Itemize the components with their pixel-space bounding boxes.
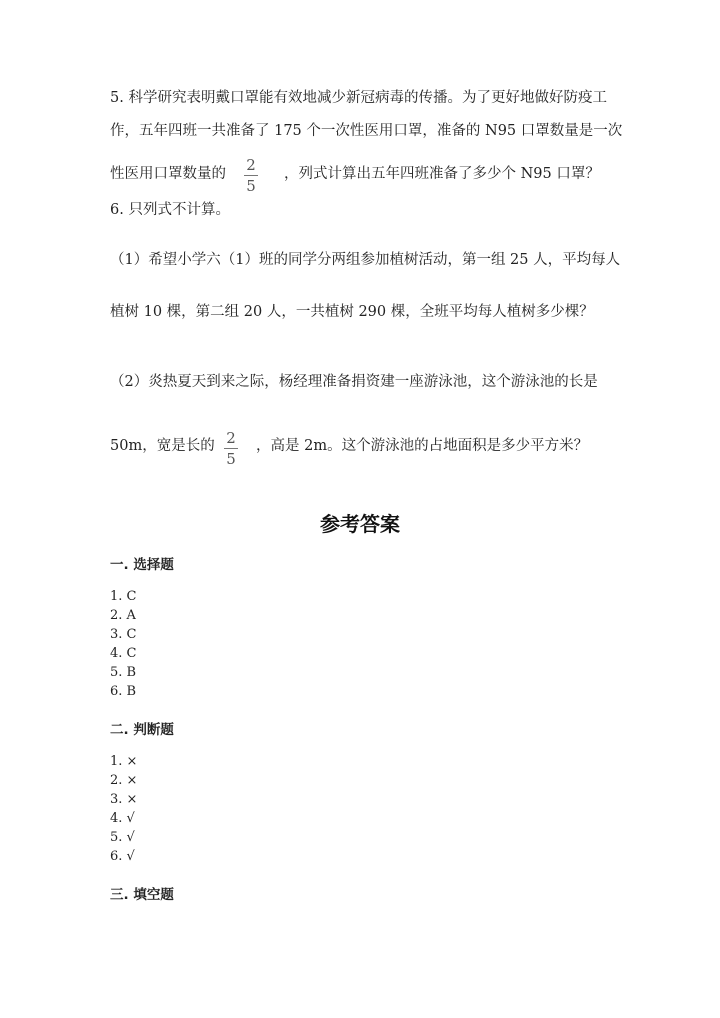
q6-part2-line-1: （2）炎热夏天到来之际，杨经理准备捐资建一座游泳池，这个游泳池的长是 bbox=[110, 374, 598, 390]
choice-answer-2: 2. A bbox=[110, 608, 136, 623]
judgment-answer-4: 4. √ bbox=[110, 811, 135, 826]
q6-part2-line-2-after: ，高是 2m。这个游泳池的占地面积是多少平方米？ bbox=[256, 438, 589, 454]
judgment-answer-3: 3. × bbox=[110, 792, 138, 807]
section-choice-title: 一. 选择题 bbox=[110, 557, 174, 573]
choice-answer-6: 6. B bbox=[110, 684, 137, 699]
judgment-answer-6: 6. √ bbox=[110, 849, 135, 864]
choice-answer-4: 4. C bbox=[110, 646, 137, 661]
section-judgment-title: 二. 判断题 bbox=[110, 722, 174, 738]
q6-fraction-denominator: 5 bbox=[226, 450, 236, 468]
judgment-answer-2: 2. × bbox=[110, 773, 138, 788]
choice-answer-5: 5. B bbox=[110, 665, 137, 680]
fraction-bar bbox=[224, 448, 238, 449]
choice-answer-3: 3. C bbox=[110, 627, 137, 642]
judgment-answer-5: 5. √ bbox=[110, 830, 135, 845]
answers-heading: 参考答案 bbox=[320, 512, 400, 536]
fraction-bar bbox=[244, 175, 258, 176]
q5-fraction-denominator: 5 bbox=[246, 177, 256, 195]
q5-line-1: 5. 科学研究表明戴口罩能有效地减少新冠病毒的传播。为了更好地做好防疫工 bbox=[110, 90, 607, 106]
q6-part1-line-2: 植树 10 棵，第二组 20 人，一共植树 290 棵，全班平均每人植树多少棵？ bbox=[110, 304, 594, 320]
q6-fraction bbox=[222, 430, 240, 468]
q5-line-2: 作，五年四班一共准备了 175 个一次性医用口罩，准备的 N95 口罩数量是一次 bbox=[110, 123, 623, 139]
choice-answer-1: 1. C bbox=[110, 589, 137, 604]
q5-fraction bbox=[242, 157, 260, 195]
q5-fraction-numerator: 2 bbox=[246, 156, 256, 174]
q6-fraction-numerator: 2 bbox=[226, 429, 236, 447]
judgment-answer-1: 1. × bbox=[110, 754, 138, 769]
q6-part1-line-1: （1）希望小学六（1）班的同学分两组参加植树活动，第一组 25 人，平均每人 bbox=[110, 252, 621, 268]
section-fill-title: 三. 填空题 bbox=[110, 887, 174, 903]
q6-part2-line-2-before: 50m，宽是长的 bbox=[110, 438, 215, 454]
q5-line-3-after: ，列式计算出五年四班准备了多少个 N95 口罩？ bbox=[284, 166, 600, 182]
q5-line-3-before: 性医用口罩数量的 bbox=[110, 166, 226, 182]
q6-title: 6. 只列式不计算。 bbox=[110, 202, 230, 218]
